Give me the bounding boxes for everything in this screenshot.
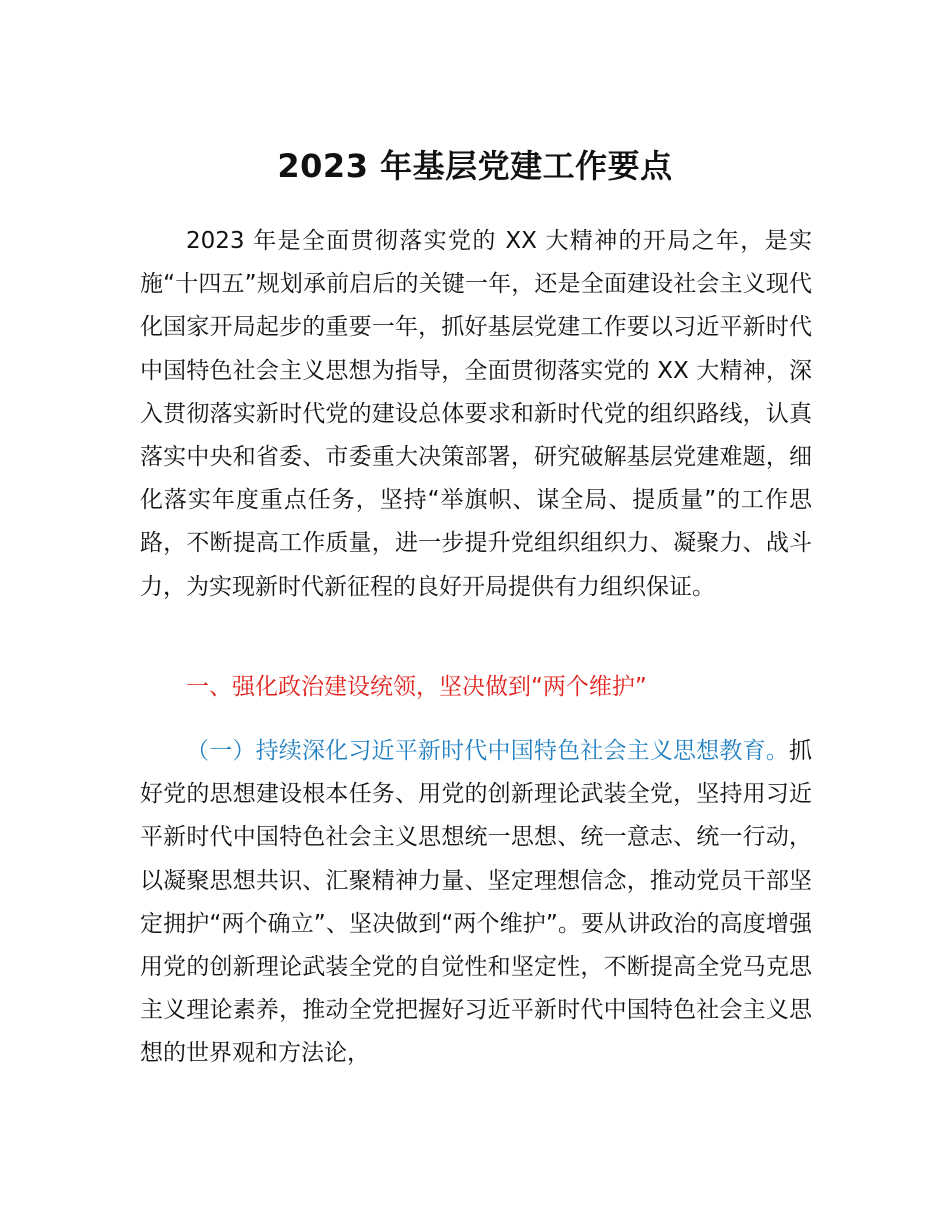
section-1-subsection-1-paragraph	[140, 730, 812, 1076]
subsection-1-body: 抓好党的思想建设根本任务、用党的创新理论武装全党，坚持用习近平新时代中国特色社会主义思想统一思想、统一意志、统一行动，以凝聚思想共识、汇聚精神力量、坚定理想信念，推动党员干部坚定拥护“两个确立”、坚决做到“两个维护”。要从讲政治的高度增强用党的创新理论武装全党的自觉性和坚定性，不断提高全党马克思主义理论素养，推动全党把握好习近平新时代中国特色社会主义思想的世界观和方法论，	[140, 738, 812, 1067]
subsection-1-heading: （一）持续深化习近平新时代中国特色社会主义思想教育。	[186, 738, 789, 764]
intro-paragraph: 2023 年是全面贯彻落实党的 XX 大精神的开局之年，是实施“十四五”规划承前启后的关键一年，还是全面建设社会主义现代化国家开局起步的重要一年，抓好基层党建工作要以习近平新时代中国特色社会主义思想为指导，全面贯彻落实党的 XX 大精神，深入贯彻落实新时代党的建设总体要求和新时代党的组织路线，认真落实中央和省委、市委重大决策部署，研究破解基层党建难题，细化落实年度重点任务，坚持“举旗帜、谋全局、提质量”的工作思路，不断提高工作质量，进一步提升党组织组织力、凝聚力、战斗力，为实现新时代新征程的良好开局提供有力组织保证。	[140, 228, 812, 600]
section-1-heading: 一、强化政治建设统领，坚决做到“两个维护”	[186, 674, 647, 700]
document-title: 2023 年基层党建工作要点	[277, 147, 673, 185]
